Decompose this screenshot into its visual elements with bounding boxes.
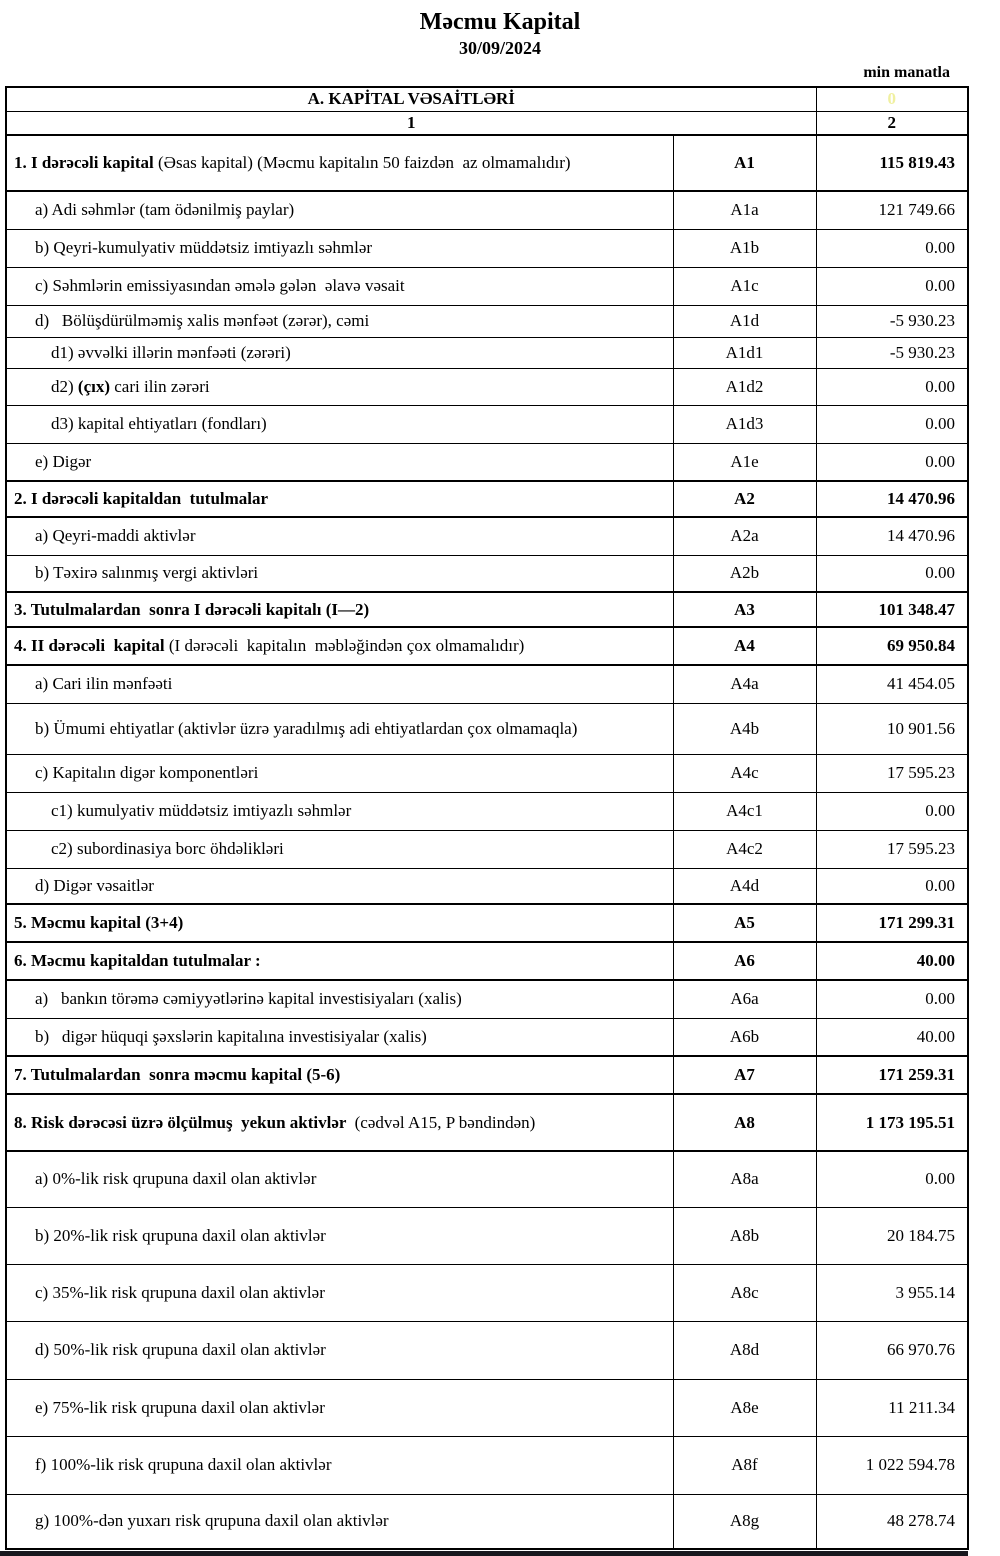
row-code: A2a xyxy=(673,517,816,555)
table-row xyxy=(6,792,968,830)
row-label: b) Qeyri-kumulyativ müddətsiz imtiyazlı səhmlər xyxy=(6,229,673,267)
row-code: A4b xyxy=(673,703,816,754)
row-label: 6. Məcmu kapitaldan tutulmalar : xyxy=(6,942,673,980)
row-code: A6a xyxy=(673,980,816,1018)
table-row xyxy=(6,135,968,191)
row-label: d) Bölüşdürülməmiş xalis mənfəət (zərər), cəmi xyxy=(6,305,673,337)
row-value: 3 955.14 xyxy=(816,1264,968,1321)
row-label: c) 35%-lik risk qrupuna daxil olan aktivlər xyxy=(6,1264,673,1321)
table-row xyxy=(6,1264,968,1321)
row-code: A3 xyxy=(673,592,816,627)
row-label: b) Ümumi ehtiyatlar (aktivlər üzrə yaradılmış adi ehtiyatlardan çox olmamaqla) xyxy=(6,703,673,754)
row-label: b) digər hüquqi şəxslərin kapitalına investisiyalar (xalis) xyxy=(6,1018,673,1056)
row-code: A8b xyxy=(673,1207,816,1264)
row-label: d) Digər vəsaitlər xyxy=(6,868,673,904)
row-value: 17 595.23 xyxy=(816,754,968,792)
row-code: A8d xyxy=(673,1321,816,1379)
table-row xyxy=(6,868,968,904)
row-value: 66 970.76 xyxy=(816,1321,968,1379)
table-row xyxy=(6,1151,968,1207)
table-row xyxy=(6,1094,968,1151)
row-code: A1d2 xyxy=(673,368,816,405)
page-title: Məcmu Kapital xyxy=(419,9,581,35)
row-code: A8f xyxy=(673,1436,816,1494)
table-row xyxy=(6,1018,968,1056)
row-label: f) 100%-lik risk qrupuna daxil olan aktivlər xyxy=(6,1436,673,1494)
row-label: 7. Tutulmalardan sonra məcmu kapital (5-6) xyxy=(6,1056,673,1094)
row-value: 101 348.47 xyxy=(816,592,968,627)
table-row xyxy=(6,443,968,481)
row-code: A7 xyxy=(673,1056,816,1094)
row-value: 121 749.66 xyxy=(816,191,968,229)
row-code: A8g xyxy=(673,1494,816,1549)
bottom-edge-bar xyxy=(0,1551,968,1556)
row-value: -5 930.23 xyxy=(816,305,968,337)
table-row xyxy=(6,481,968,517)
row-code: A8e xyxy=(673,1379,816,1436)
row-value: 69 950.84 xyxy=(816,627,968,665)
table-header-row-2 xyxy=(6,111,968,135)
row-code: A1 xyxy=(673,135,816,191)
row-label: d1) əvvəlki illərin mənfəəti (zərəri) xyxy=(6,337,673,368)
row-label: e) Digər xyxy=(6,443,673,481)
row-code: A4d xyxy=(673,868,816,904)
row-label: 4. II dərəcəli kapital (I dərəcəli kapitalın məbləğindən çox olmamalıdır) xyxy=(6,627,673,665)
table-row xyxy=(6,337,968,368)
row-code: A6b xyxy=(673,1018,816,1056)
row-label: c) Kapitalın digər komponentləri xyxy=(6,754,673,792)
header-corner-cell: 0 xyxy=(816,87,968,111)
row-code: A6 xyxy=(673,942,816,980)
report-date: 30/09/2024 xyxy=(458,38,541,58)
row-label: 5. Məcmu kapital (3+4) xyxy=(6,904,673,942)
table-row xyxy=(6,942,968,980)
row-label: a) Adi səhmlər (tam ödənilmiş paylar) xyxy=(6,191,673,229)
row-value: 0.00 xyxy=(816,1151,968,1207)
row-value: 0.00 xyxy=(816,267,968,305)
row-value: 14 470.96 xyxy=(816,481,968,517)
row-value: 48 278.74 xyxy=(816,1494,968,1549)
capital-table xyxy=(5,86,969,1550)
row-value: -5 930.23 xyxy=(816,337,968,368)
row-value: 20 184.75 xyxy=(816,1207,968,1264)
column-number-1: 1 xyxy=(6,111,816,135)
row-value: 0.00 xyxy=(816,368,968,405)
row-label: 3. Tutulmalardan sonra I dərəcəli kapitalı (I—2) xyxy=(6,592,673,627)
row-label: a) bankın törəmə cəmiyyətlərinə kapital investisiyaları (xalis) xyxy=(6,980,673,1018)
row-code: A4c xyxy=(673,754,816,792)
row-code: A8a xyxy=(673,1151,816,1207)
table-row xyxy=(6,1321,968,1379)
row-label: a) Cari ilin mənfəəti xyxy=(6,665,673,703)
row-code: A1d3 xyxy=(673,405,816,443)
table-row xyxy=(6,904,968,942)
table-row xyxy=(6,754,968,792)
row-value: 10 901.56 xyxy=(816,703,968,754)
row-code: A8c xyxy=(673,1264,816,1321)
row-code: A1e xyxy=(673,443,816,481)
row-value: 171 259.31 xyxy=(816,1056,968,1094)
row-code: A2 xyxy=(673,481,816,517)
row-value: 40.00 xyxy=(816,942,968,980)
row-label: b) Təxirə salınmış vergi aktivləri xyxy=(6,555,673,592)
row-label: c) Səhmlərin emissiyasından əmələ gələn əlavə vəsait xyxy=(6,267,673,305)
table-row xyxy=(6,592,968,627)
row-code: A1d xyxy=(673,305,816,337)
row-label: a) 0%-lik risk qrupuna daxil olan aktivlər xyxy=(6,1151,673,1207)
row-label: e) 75%-lik risk qrupuna daxil olan aktivlər xyxy=(6,1379,673,1436)
row-code: A1b xyxy=(673,229,816,267)
row-label: d2) (çıx) cari ilin zərəri xyxy=(6,368,673,405)
table-header-row-1 xyxy=(6,87,968,111)
row-value: 1 022 594.78 xyxy=(816,1436,968,1494)
table-row xyxy=(6,517,968,555)
row-code: A4 xyxy=(673,627,816,665)
row-label: a) Qeyri-maddi aktivlər xyxy=(6,517,673,555)
row-code: A4c2 xyxy=(673,830,816,868)
table-row xyxy=(6,627,968,665)
capital-table-body xyxy=(6,135,968,1549)
row-code: A1c xyxy=(673,267,816,305)
row-value: 0.00 xyxy=(816,229,968,267)
row-value: 0.00 xyxy=(816,980,968,1018)
row-code: A1a xyxy=(673,191,816,229)
table-row xyxy=(6,980,968,1018)
table-row xyxy=(6,1494,968,1549)
table-section-title: A. KAPİTAL VƏSAİTLƏRİ xyxy=(6,87,816,111)
row-label: 8. Risk dərəcəsi üzrə ölçülmuş yekun aktivlər (cədvəl A15, P bəndindən) xyxy=(6,1094,673,1151)
row-code: A1d1 xyxy=(673,337,816,368)
row-value: 115 819.43 xyxy=(816,135,968,191)
table-row xyxy=(6,305,968,337)
row-value: 17 595.23 xyxy=(816,830,968,868)
row-value: 0.00 xyxy=(816,868,968,904)
table-row xyxy=(6,191,968,229)
table-row xyxy=(6,1379,968,1436)
row-code: A8 xyxy=(673,1094,816,1151)
row-value: 41 454.05 xyxy=(816,665,968,703)
row-code: A4c1 xyxy=(673,792,816,830)
row-label: d) 50%-lik risk qrupuna daxil olan aktivlər xyxy=(6,1321,673,1379)
table-row xyxy=(6,703,968,754)
table-row xyxy=(6,1056,968,1094)
row-value: 0.00 xyxy=(816,792,968,830)
row-label: 1. I dərəcəli kapital (Əsas kapital) (Məcmu kapitalın 50 faizdən az olmamalıdır) xyxy=(6,135,673,191)
row-value: 171 299.31 xyxy=(816,904,968,942)
row-label: g) 100%-dən yuxarı risk qrupuna daxil olan aktivlər xyxy=(6,1494,673,1549)
table-row xyxy=(6,665,968,703)
row-value: 0.00 xyxy=(816,443,968,481)
row-value: 14 470.96 xyxy=(816,517,968,555)
table-row xyxy=(6,267,968,305)
row-label: c2) subordinasiya borc öhdəlikləri xyxy=(6,830,673,868)
column-number-2: 2 xyxy=(816,111,968,135)
row-label: c1) kumulyativ müddətsiz imtiyazlı səhmlər xyxy=(6,792,673,830)
table-row xyxy=(6,405,968,443)
table-row xyxy=(6,368,968,405)
row-value: 0.00 xyxy=(816,555,968,592)
row-value: 1 173 195.51 xyxy=(816,1094,968,1151)
table-row xyxy=(6,555,968,592)
row-code: A5 xyxy=(673,904,816,942)
table-row xyxy=(6,1436,968,1494)
table-row xyxy=(6,229,968,267)
row-code: A2b xyxy=(673,555,816,592)
row-label: b) 20%-lik risk qrupuna daxil olan aktivlər xyxy=(6,1207,673,1264)
table-row xyxy=(6,830,968,868)
unit-note: min manatla xyxy=(863,64,950,81)
row-code: A4a xyxy=(673,665,816,703)
row-value: 0.00 xyxy=(816,405,968,443)
table-row xyxy=(6,1207,968,1264)
row-value: 40.00 xyxy=(816,1018,968,1056)
row-label: d3) kapital ehtiyatları (fondları) xyxy=(6,405,673,443)
row-value: 11 211.34 xyxy=(816,1379,968,1436)
row-label: 2. I dərəcəli kapitaldan tutulmalar xyxy=(6,481,673,517)
